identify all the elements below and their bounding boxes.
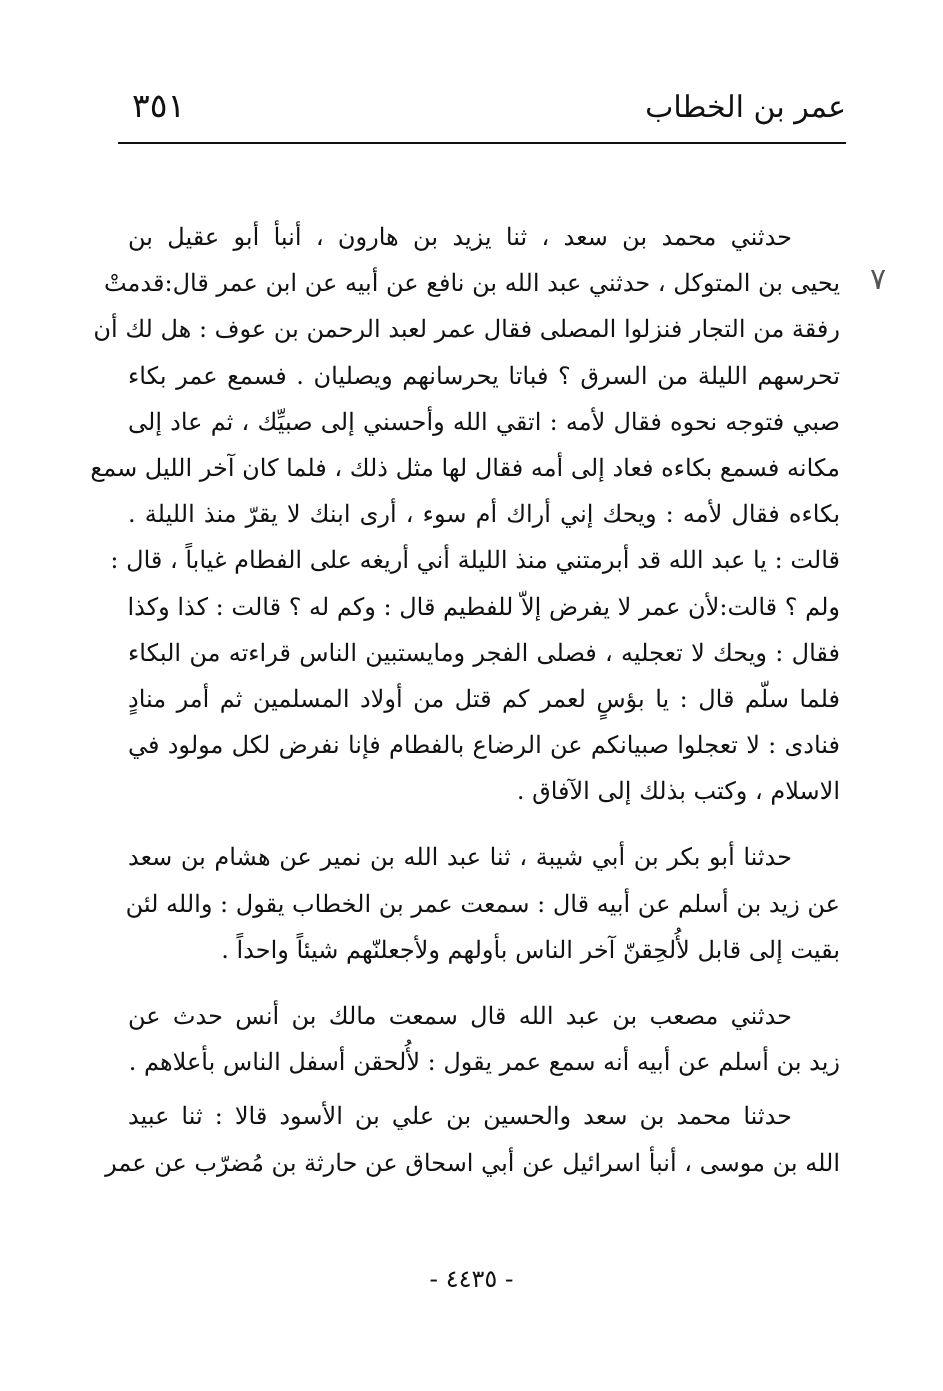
header-rule (118, 142, 846, 144)
text-line: قالت : يا عبد الله قد أبرمتني منذ الليلة أني أريغه على الفطام غياباً ، قال : (110, 546, 840, 575)
text-line: فقال : ويحك لا تعجليه ، فصلى الفجر ومايستبين الناس قراءته من البكاء (128, 638, 840, 667)
page-footer-marker: - ٤٤٣٥ - (429, 1265, 514, 1293)
text-line: حدثني مصعب بن عبد الله قال سمعت مالك بن أنس حدث عن (128, 1002, 793, 1030)
text-line: مكانه فسمع بكاءه فعاد إلى أمه فقال لها مثل ذلك ، فلما كان آخر الليل سمع (90, 453, 840, 482)
text-line: بقيت إلى قابل لأُلحِقنّ آخر الناس بأولهم ولأجعلنّهم شيئاً واحداً . (221, 935, 840, 964)
margin-check-mark: ٧ (870, 262, 887, 297)
text-line: صبي فتوجه نحوه فقال لأمه : اتقي الله وأحسني إلى صبيِّك ، ثم عاد إلى (128, 407, 840, 436)
text-line: الاسلام ، وكتب بذلك إلى الآفاق . (516, 777, 840, 806)
paragraph-2 (125, 834, 840, 973)
paragraph-3 (128, 993, 840, 1085)
text-line: تحرسهم الليلة من السرق ؟ فباتا يحرسانهم ويصليان . فسمع عمر بكاء (128, 361, 840, 390)
text-line: فنادى : لا تعجلوا صبيانكم عن الرضاع بالفطام فإنا نفرض لكل مولود في (128, 731, 840, 760)
text-line: بكاءه فقال لأمه : ويحك إني أراك أم سوء ، أرى ابنك لا يقرّ منذ الليلة . (128, 500, 840, 529)
text-line: يحيى بن المتوكل ، حدثني عبد الله بن نافع عن أبيه عن ابن عمر قال:قدمتْ (103, 269, 840, 298)
page-header (118, 84, 846, 144)
paragraph-4 (105, 1093, 840, 1185)
text-line: حدثني محمد بن سعد ، ثنا يزيد بن هارون ، أنبأ أبو عقيل بن (128, 223, 792, 251)
text-line: فلما سلّم قال : يا بؤسٍ لعمر كم قتل من أولاد المسلمين ثم أمر منادٍ (128, 684, 840, 713)
text-line: حدثنا أبو بكر بن أبي شيبة ، ثنا عبد الله بن نمير عن هشام بن سعد (128, 843, 792, 872)
running-title: عمر بن الخطاب (645, 90, 846, 125)
body-text (90, 214, 840, 1186)
text-line: عن زيد بن أسلم عن أبيه قال : سمعت عمر بن الخطاب يقول : والله لئن (125, 889, 840, 918)
text-line: حدثنا محمد بن سعد والحسين بن علي بن الأسود قالا : ثنا عبيد (128, 1102, 792, 1131)
page-number: ٣٥١ (132, 86, 186, 125)
paragraph-1 (90, 214, 840, 814)
text-line: ولم ؟ قالت:لأن عمر لا يفرض إلاّ للفطيم قال : وكم له ؟ قالت : كذا وكذا (127, 592, 840, 621)
text-line: زيد بن أسلم عن أبيه أنه سمع عمر يقول : لأُلحقن أسفل الناس بأعلاهم . (128, 1048, 840, 1077)
text-line: رفقة من التجار فنزلوا المصلى فقال عمر لعبد الرحمن بن عوف : هل لك أن (93, 315, 840, 344)
text-line: الله بن موسى ، أنبأ اسرائيل عن أبي اسحاق عن حارثة بن مُضرّب عن عمر (105, 1148, 840, 1177)
